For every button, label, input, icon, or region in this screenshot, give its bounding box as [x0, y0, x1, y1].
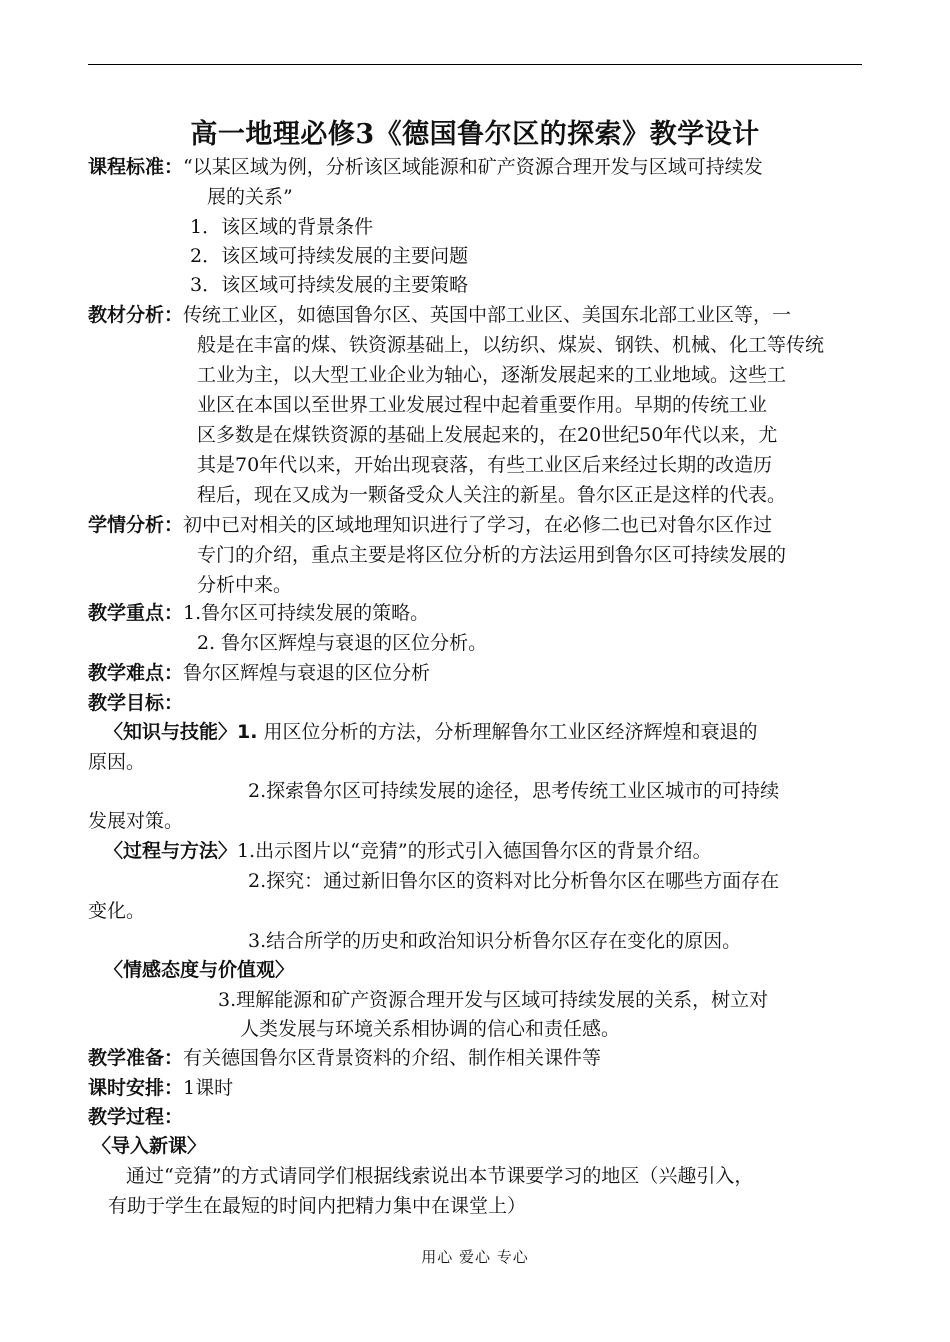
teaching-prep-line: 教学准备：有关德国鲁尔区背景资料的介绍、制作相关课件等: [88, 1047, 602, 1069]
intro-line-1: 通过“竞猜”的方式请同学们根据线索说出本节课要学习的地区（兴趣引入，: [126, 1165, 754, 1187]
course-standard-item-1: 1．该区域的背景条件: [190, 216, 374, 238]
teaching-goals-label: 教学目标：: [88, 692, 184, 714]
schedule-label: 课时安排：: [88, 1077, 184, 1099]
material-analysis-line-5: 区多数是在煤铁资源的基础上发展起来的，在20世纪50年代以来，尤: [197, 424, 778, 446]
material-analysis-line-2: 般是在丰富的煤、铁资源基础上，以纺织、煤炭、钢铁、机械、化工等传统: [197, 334, 825, 356]
emotion-values-line-2: 人类发展与环境关系相协调的信心和责任感。: [240, 1018, 621, 1040]
course-standard-line-1: 课程标准：“以某区域为例，分析该区域能源和矿产资源合理开发与区域可持续发: [88, 156, 763, 178]
material-analysis-label: 教材分析：: [88, 304, 184, 326]
course-standard-item-2: 2．该区域可持续发展的主要问题: [190, 245, 469, 267]
page-title: 高一地理必修3《德国鲁尔区的探索》教学设计: [190, 119, 760, 150]
teaching-difficulty-line: 教学难点：鲁尔区辉煌与衰退的区位分析: [88, 662, 431, 684]
intro-line-2: 有助于学生在最短的时间内把精力集中在课堂上）: [108, 1195, 527, 1217]
knowledge-skills-line-1: 〈知识与技能〉1. 用区位分析的方法，分析理解鲁尔工业区经济辉煌和衰退的: [104, 721, 758, 743]
emotion-values-line-1: 3.理解能源和矿产资源合理开发与区域可持续发展的关系，树立对: [218, 989, 769, 1011]
schedule-line: 课时安排：1课时: [88, 1077, 234, 1099]
student-analysis-line-3: 分析中来。: [197, 574, 293, 596]
knowledge-skills-line-3: 2.探索鲁尔区可持续发展的途径，思考传统工业区城市的可持续: [248, 780, 780, 802]
teaching-focus-line-1: 教学重点：1.鲁尔区可持续发展的策略。: [88, 602, 430, 624]
process-methods-line-1: 〈过程与方法〉1.出示图片以“竞猜”的形式引入德国鲁尔区的背景介绍。: [104, 840, 712, 862]
teaching-focus-label: 教学重点：: [88, 602, 184, 624]
page-footer: 用心 爱心 专心: [421, 1248, 529, 1266]
header-rule: [88, 64, 862, 65]
course-standard-line-2: 展的关系”: [207, 186, 293, 208]
process-methods-line-3: 变化。: [88, 900, 146, 922]
knowledge-skills-label: 〈知识与技能〉: [104, 721, 238, 743]
teaching-process-label: 教学过程：: [88, 1106, 184, 1128]
intro-label: 〈导入新课〉: [92, 1135, 207, 1157]
material-analysis-line-1: 教材分析：传统工业区，如德国鲁尔区、英国中部工业区、美国东北部工业区等，一: [88, 304, 792, 326]
teaching-prep-label: 教学准备：: [88, 1047, 184, 1069]
process-methods-label: 〈过程与方法〉: [104, 840, 238, 862]
knowledge-skills-line-2: 原因。: [88, 751, 146, 773]
process-methods-line-2: 2.探究：通过新旧鲁尔区的资料对比分析鲁尔区在哪些方面存在: [248, 870, 780, 892]
knowledge-skills-line-4: 发展对策。: [88, 810, 184, 832]
material-analysis-line-7: 程后，现在又成为一颗备受众人关注的新星。鲁尔区正是这样的代表。: [197, 484, 787, 506]
teaching-focus-line-2: 2. 鲁尔区辉煌与衰退的区位分析。: [197, 632, 488, 654]
course-standard-item-3: 3．该区域可持续发展的主要策略: [190, 274, 469, 296]
material-analysis-line-3: 工业为主，以大型工业企业为轴心，逐渐发展起来的工业地域。这些工: [197, 364, 787, 386]
student-analysis-line-1: 学情分析：初中已对相关的区域地理知识进行了学习，在必修二也已对鲁尔区作过: [88, 514, 773, 536]
process-methods-line-4: 3.结合所学的历史和政治知识分析鲁尔区存在变化的原因。: [248, 930, 742, 952]
student-analysis-line-2: 专门的介绍，重点主要是将区位分析的方法运用到鲁尔区可持续发展的: [197, 544, 787, 566]
material-analysis-line-4: 业区在本国以至世界工业发展过程中起着重要作用。早期的传统工业: [197, 394, 768, 416]
teaching-difficulty-label: 教学难点：: [88, 662, 184, 684]
emotion-values-label: 〈情感态度与价值观〉: [104, 959, 295, 981]
student-analysis-label: 学情分析：: [88, 514, 184, 536]
course-standard-label: 课程标准：: [88, 156, 184, 178]
material-analysis-line-6: 其是70年代以来，开始出现衰落，有些工业区后来经过长期的改造历: [197, 454, 773, 476]
